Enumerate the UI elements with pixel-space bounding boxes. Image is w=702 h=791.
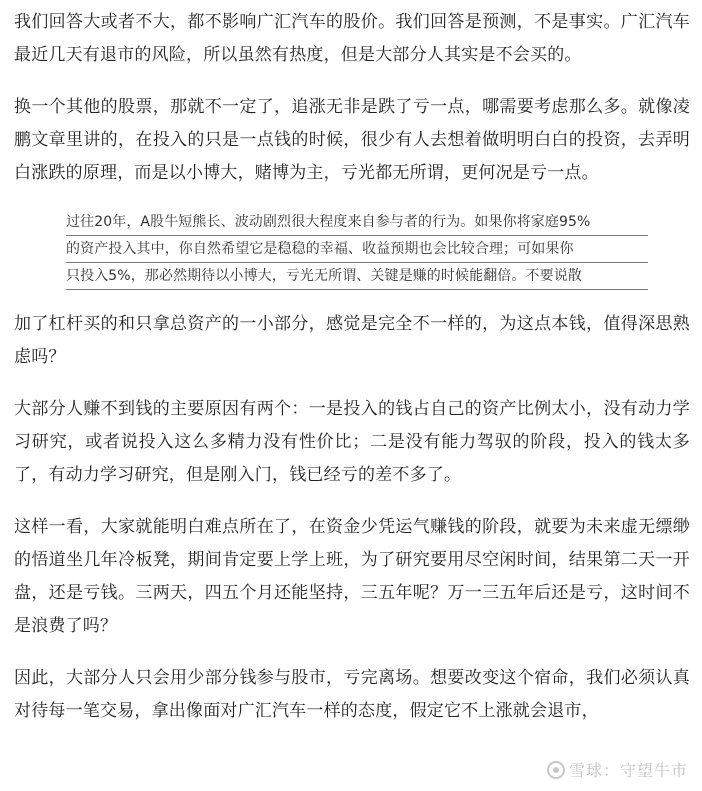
snowball-logo-icon bbox=[547, 761, 565, 779]
article-body bbox=[14, 6, 690, 747]
watermark-text: 雪球：守望牛市 bbox=[568, 761, 688, 780]
paragraph-4: 大部分人赚不到钱的主要原因有两个：一是投入的钱占自己的资产比例太小，没有动力学习研究，或者说投入这么多精力没有性价比；二是没有能力驾驭的阶段，投入的钱太多了，有动力学习研究，但是刚入门，钱已经亏的差不多了。 bbox=[14, 399, 690, 485]
quote-line: 只投入5%，那必然期待以小博大，亏光无所谓、关键是赚的时候能翻倍。不要说散 bbox=[66, 263, 648, 290]
quote-line: 过往20年，A股牛短熊长、波动剧烈很大程度来自参与者的行为。如果你将家庭95% bbox=[66, 209, 648, 236]
watermark bbox=[547, 758, 688, 781]
paragraph-2: 换一个其他的股票，那就不一定了，追涨无非是跌了亏一点，哪需要考虑那么多。就像凌鹏文章里讲的，在投入的只是一点钱的时候，很少有人去想着做明明白白的投资，去弄明白涨跌的原理，而是以小博大，赌博为主，亏光都无所谓，更何况是亏一点。 bbox=[14, 97, 690, 183]
paragraph-6: 因此，大部分人只会用少部分钱参与股市，亏完离场。想要改变这个宿命，我们必须认真对待每一笔交易，拿出像面对广汇汽车一样的态度，假定它不上涨就会退市， bbox=[14, 668, 690, 721]
paragraph-1: 我们回答大或者不大，都不影响广汇汽车的股价。我们回答是预测，不是事实。广汇汽车最近几天有退市的风险，所以虽然有热度，但是大部分人其实是不会买的。 bbox=[14, 12, 690, 65]
paragraph-3: 加了杠杆买的和只拿总资产的一小部分，感觉是完全不一样的，为这点本钱，值得深思熟虑吗？ bbox=[14, 314, 690, 367]
paragraph-5: 这样一看，大家就能明白难点所在了，在资金少凭运气赚钱的阶段，就要为未来虚无缥缈的悟道坐几年冷板凳，期间肯定要上学上班，为了研究要用尽空闲时间，结果第二天一开盘，还是亏钱。三两天，四五个月还能坚持，三五年呢？万一三五年后还是亏，这时间不是浪费了吗？ bbox=[14, 517, 690, 636]
quoted-excerpt bbox=[66, 209, 648, 290]
quote-line: 的资产投入其中，你自然希望它是稳稳的幸福、收益预期也会比较合理；可如果你 bbox=[66, 236, 648, 263]
